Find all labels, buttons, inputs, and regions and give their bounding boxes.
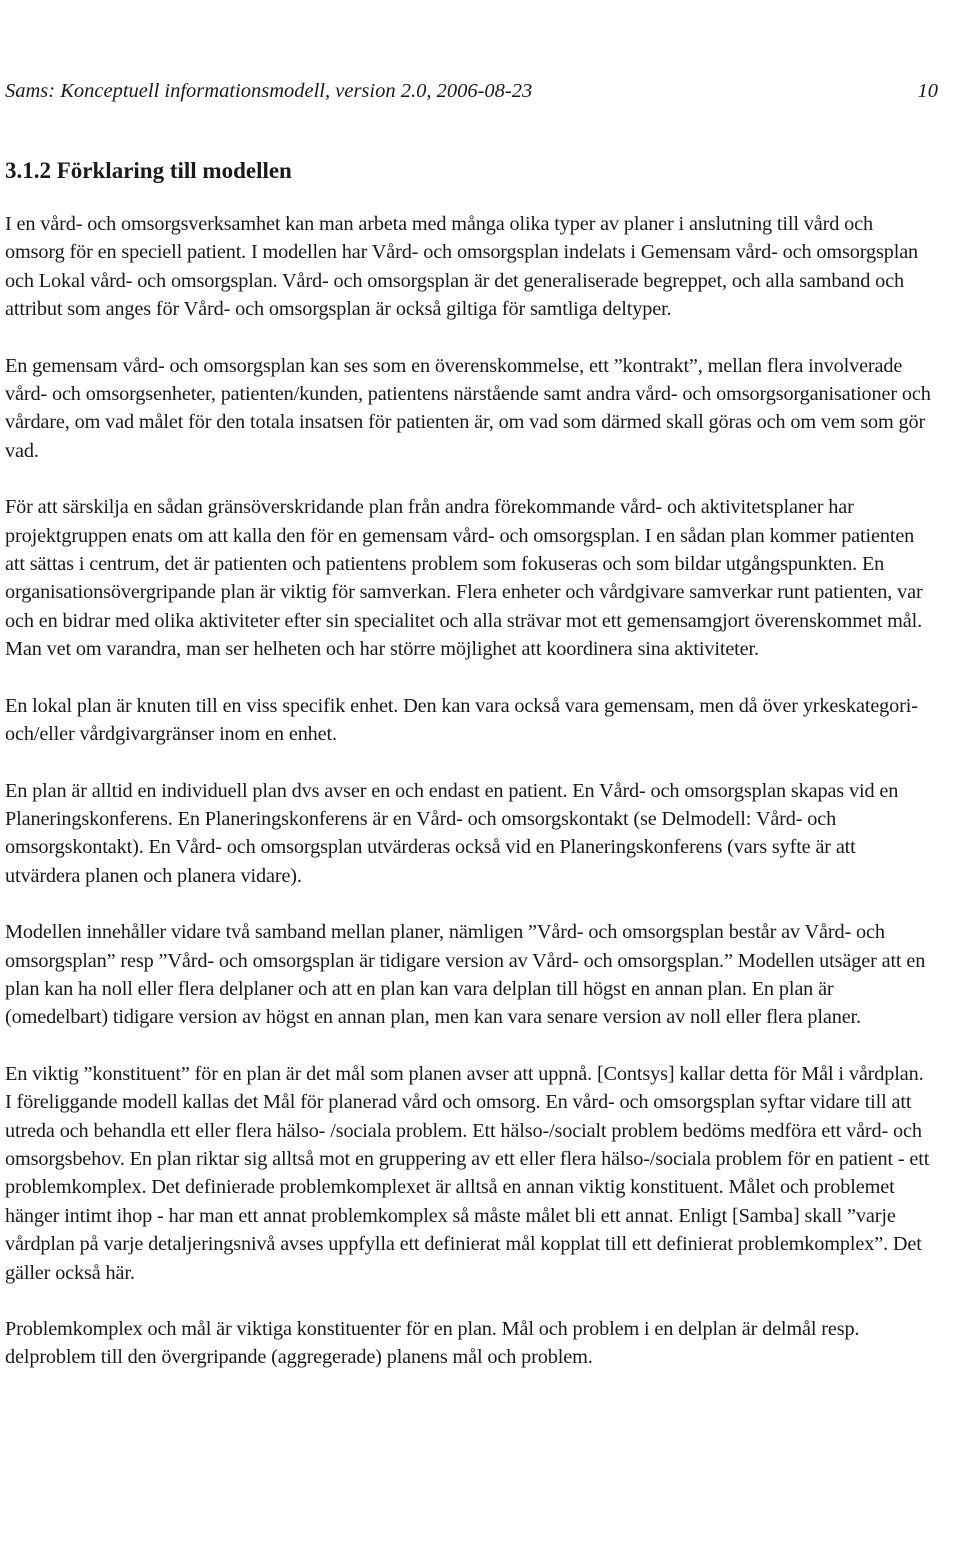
paragraph-plan-constituents: En viktig ”konstituent” för en plan är det mål som planen avser att uppnå. [Contsys] kallar detta för Mål i vårdplan. I föreliggande modell kallas det Mål för planerad vård och omsorg. En vård- och omsorgsplan syftar vidare till att utreda och behandla ett eller flera hälso- /sociala problem. Ett hälso-/socialt problem bedöms medföra ett vård- och omsorgsbehov. En plan riktar sig alltså mot en gruppering av ett eller flera hälso-/sociala problem för en patient - ett problemkomplex. Det definierade problemkomplexet är alltså en annan viktig konstituent. Målet och problemet hänger intimt ihop - har man ett annat problemkomplex så måste målet bli ett annat. Enligt [Samba] skall ”varje vårdplan på varje detaljeringsnivå avses uppfylla ett definierat mål kopplat till ett definierat problemkomplex”. Det gäller också här. [5,1062,930,1284]
paragraph-plan-types: I en vård- och omsorgsverksamhet kan man arbeta med många olika typer av planer i anslutning till vård och omsorg för en speciell patient. I modellen har Vård- och omsorgsplan indelats i Gemensam vård- och omsorgsplan och Lokal vård- och omsorgsplan. Vård- och omsorgsplan är det generaliserade begreppet, och alla samband och attribut som anges för Vård- och omsorgsplan är också giltiga för samtliga deltyper. [5,213,919,321]
running-header [5,76,938,106]
paragraph-individual-plan: En plan är alltid en individuell plan dvs avser en och endast en patient. En Vård- och omsorgsplan skapas vid en Planeringskonferens. En Planeringskonferens är en Vård- och omsorgskontakt (se Delmodell: Vård- och omsorgskontakt). En Vård- och omsorgsplan utvärderas också vid en Planeringskonferens (vars syfte är att utvärdera planen och planera vidare). [5,779,899,887]
paragraph-common-plan: En gemensam vård- och omsorgsplan kan ses som en överenskommelse, ett ”kontrakt”, mellan flera involverade vård- och omsorgsenheter, patienten/kunden, patientens närstående samt andra vård- och omsorgsorganisationer och vårdare, om vad målet för den totala insatsen för patienten är, om vad som därmed skall göras och om vem som gör vad. [5,354,931,462]
document-title: Sams: Konceptuell informationsmodell, version 2.0, 2006-08-23 [5,80,533,102]
section-heading: 3.1.2 Förklaring till modellen [5,158,292,183]
paragraph-cross-border-plan: För att särskilja en sådan gränsöverskridande plan från andra förekommande vård- och aktivitetsplaner har projektgruppen enats om att kalla den för en gemensam vård- och omsorgsplan. I en sådan plan kommer patienten att sättas i centrum, det är patienten och patientens problem som fokuseras och som bildar utgångspunkten. En organisationsövergripande plan är viktig för samverkan. Flera enheter och vårdgivare samverkar runt patienten, var och en bidrar med olika aktiviteter efter sin specialitet och alla strävar mot ett gemensamgjort överenskommet mål. Man vet om varandra, man ser helheten och har större möjlighet att koordinera sina aktiviteter. [5,496,923,661]
page-number: 10 [917,80,938,102]
body-text [5,210,935,1400]
paragraph-plan-relations: Modellen innehåller vidare två samband mellan planer, nämligen ”Vård- och omsorgsplan består av Vård- och omsorgsplan” resp ”Vård- och omsorgsplan är tidigare version av Vård- och omsorgsplan.” Modellen utsäger att en plan kan ha noll eller flera delplaner och att en plan kan vara delplan till högst en annan plan. En plan är (omedelbart) tidigare version av högst en annan plan, men kan vara senare version av noll eller flera planer. [5,921,926,1029]
paragraph-subgoals: Problemkomplex och mål är viktiga konstituenter för en plan. Mål och problem i en delplan är delmål resp. delproblem till den övergripande (aggregerade) planens mål och problem. [5,1318,860,1369]
paragraph-local-plan: En lokal plan är knuten till en viss specifik enhet. Den kan vara också vara gemensam, men då över yrkeskategori- och/eller vårdgivargränser inom en enhet. [5,694,918,746]
